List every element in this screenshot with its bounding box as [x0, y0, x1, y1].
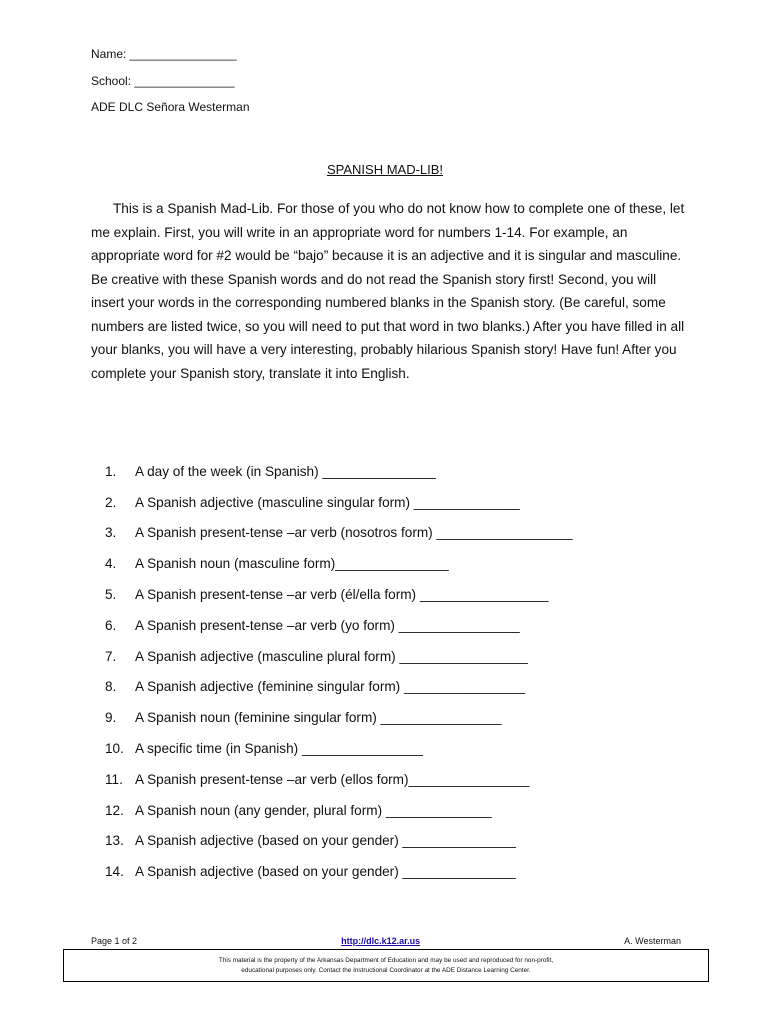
list-item — [105, 672, 705, 703]
list-item — [105, 702, 705, 733]
notice-line-1: This material is the property of the Arkansas Department of Education and may be used and reproduced for non-profit, — [218, 956, 554, 964]
item-number: 11. — [105, 771, 123, 787]
item-number: 5. — [105, 587, 117, 603]
list-item — [105, 764, 705, 795]
word-list — [105, 456, 705, 887]
copyright-notice — [63, 949, 709, 982]
item-number: 3. — [105, 525, 117, 541]
teacher-line: ADE DLC Señora Westerman — [91, 100, 250, 114]
list-item — [105, 548, 705, 579]
item-text: A Spanish adjective (based on your gender) _______________ — [135, 864, 516, 880]
list-item — [105, 487, 705, 518]
item-text: A Spanish present-tense –ar verb (nosotros form) __________________ — [135, 525, 573, 541]
intro-text: This is a Spanish Mad-Lib. For those of you who do not know how to complete one of these, let me explain. First, you will write in an appropriate word for numbers 1-14. For example, an appropriate word for #2 would be “bajo” because it is an adjective and it is singular and masculine. Be creative with these Spanish words and do not read the Spanish story first! Second, you will insert your words in the corresponding numbered blanks in the Spanish story. (Be careful, some numbers are listed twice, so you will need to put that word in two blanks.) After you have filled in all your blanks, you will have a very interesting, probably hilarious Spanish story! Have fun! After you complete your Spanish story, translate it into English. — [91, 201, 685, 381]
list-item — [105, 579, 705, 610]
author-name: A. Westerman — [624, 936, 681, 946]
page-number: Page 1 of 2 — [91, 936, 138, 946]
item-number: 12. — [105, 802, 124, 818]
item-number: 14. — [105, 864, 124, 880]
item-number: 7. — [105, 648, 117, 664]
name-line: Name: ________________ — [91, 47, 237, 61]
notice-line-2: educational purposes only. Contact the Instructional Coordinator at the ADE Distance Learning Center. — [241, 966, 531, 974]
item-number: 8. — [105, 679, 117, 695]
item-number: 1. — [105, 463, 117, 479]
list-item — [105, 795, 705, 826]
item-number: 9. — [105, 710, 117, 726]
item-number: 2. — [105, 494, 117, 510]
list-item — [105, 856, 705, 887]
item-text: A Spanish present-tense –ar verb (ellos form)________________ — [135, 771, 530, 787]
item-number: 6. — [105, 617, 117, 633]
list-item — [105, 641, 705, 672]
item-text: A Spanish adjective (based on your gender) _______________ — [135, 833, 516, 849]
item-text: A Spanish noun (feminine singular form) ________________ — [135, 710, 502, 726]
item-number: 4. — [105, 556, 117, 572]
intro-paragraph — [91, 197, 691, 385]
list-item — [105, 733, 705, 764]
item-text: A Spanish noun (any gender, plural form) ______________ — [135, 802, 492, 818]
item-text: A Spanish noun (masculine form)_______________ — [135, 556, 449, 572]
item-number: 13. — [105, 833, 124, 849]
item-text: A specific time (in Spanish) ________________ — [135, 741, 423, 757]
item-number: 10. — [105, 741, 124, 757]
list-item — [105, 456, 705, 487]
item-text: A day of the week (in Spanish) _______________ — [135, 463, 436, 479]
item-text: A Spanish present-tense –ar verb (yo form) ________________ — [135, 617, 520, 633]
item-text: A Spanish adjective (masculine plural form) _________________ — [135, 648, 528, 664]
item-text: A Spanish adjective (feminine singular form) ________________ — [135, 679, 525, 695]
list-item — [105, 826, 705, 857]
page-title: SPANISH MAD-LIB! — [326, 162, 444, 177]
page-footer — [91, 934, 681, 948]
school-line: School: _______________ — [91, 74, 235, 88]
item-text: A Spanish adjective (masculine singular form) ______________ — [135, 494, 520, 510]
list-item — [105, 518, 705, 549]
website-link[interactable]: http://dlc.k12.ar.us — [341, 936, 421, 946]
item-text: A Spanish present-tense –ar verb (él/ella form) _________________ — [135, 587, 549, 603]
list-item — [105, 610, 705, 641]
